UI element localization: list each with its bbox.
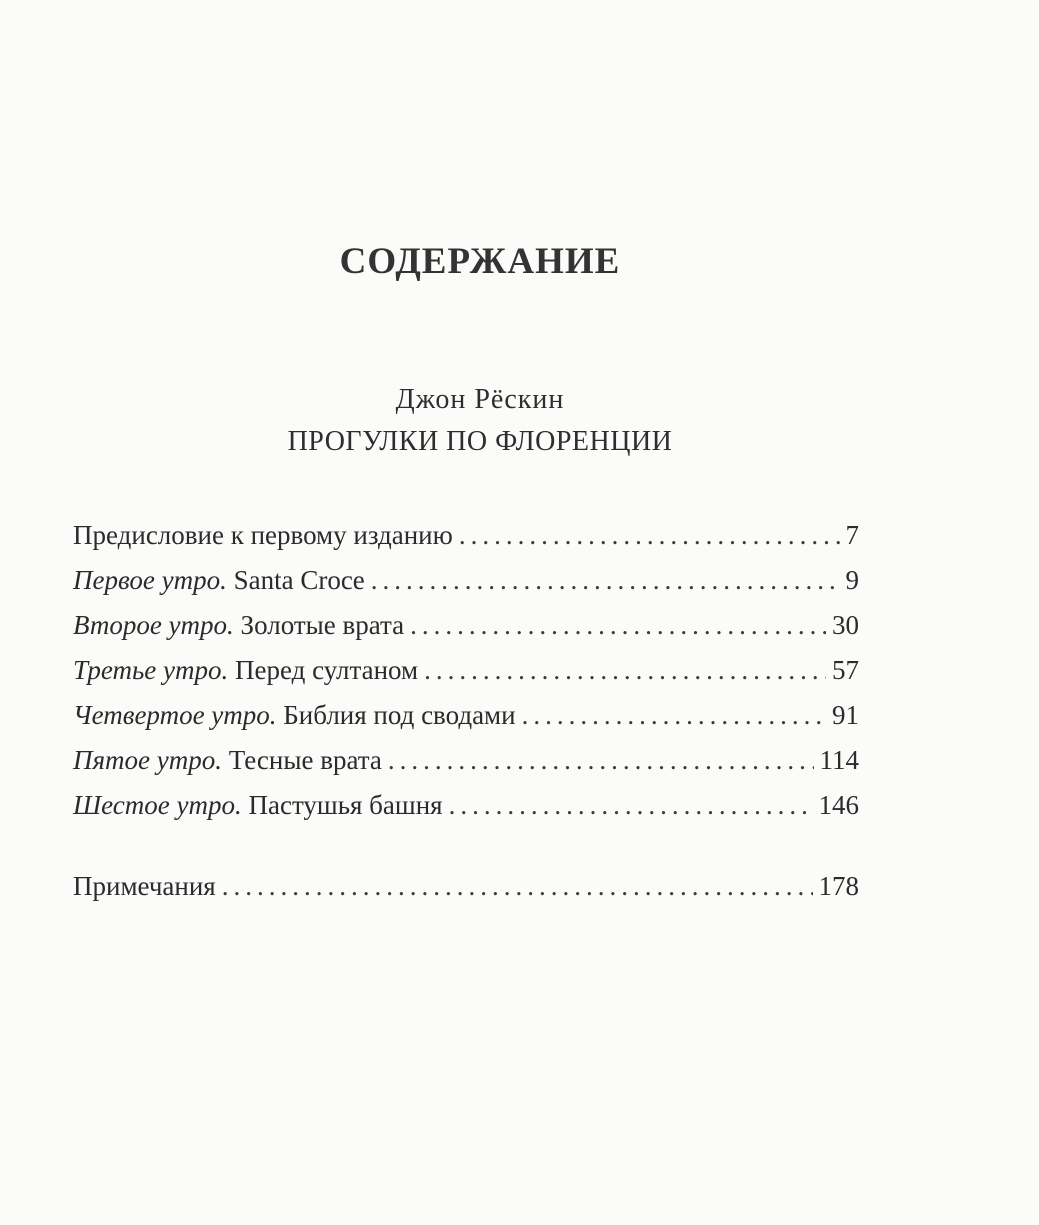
toc-entry-label: Примечания: [73, 871, 216, 901]
leader-dots: [222, 864, 813, 909]
leader-dots: [410, 603, 826, 648]
leader-dots: [388, 738, 814, 783]
book-title: ПРОГУЛКИ ПО ФЛОРЕНЦИИ: [287, 426, 673, 457]
toc-page-number: 146: [818, 790, 859, 820]
toc-page-number: 178: [818, 871, 859, 901]
toc-page-number: 7: [845, 520, 859, 550]
toc-entry-first-morning: [73, 558, 859, 603]
toc-entry-third-morning: [73, 648, 859, 693]
leader-dots: [459, 513, 840, 558]
toc-page-number: 9: [845, 565, 859, 595]
leader-dots: [371, 558, 840, 603]
toc-entry-sixth-morning: [73, 783, 859, 828]
toc-entry-preface: [73, 513, 859, 558]
toc-entry-label: Третье утро. Перед султаном: [73, 655, 419, 685]
toc-entry-label: Второе утро. Золотые врата: [73, 610, 405, 640]
toc-entry-fifth-morning: [73, 738, 859, 783]
toc-entry-fourth-morning: [73, 693, 859, 738]
leader-dots: [522, 693, 826, 738]
toc-entry-label: Пятое утро. Тесные врата: [73, 745, 382, 775]
leader-dots: [449, 783, 813, 828]
toc-entry-second-morning: [73, 603, 859, 648]
toc-entry-label: Первое утро. Santa Croce: [73, 565, 365, 595]
leader-dots: [424, 648, 826, 693]
toc-entry-label: Четвертое утро. Библия под сводами: [73, 700, 516, 730]
toc-page-number: 57: [832, 655, 859, 685]
contents-heading: СОДЕРЖАНИЕ: [339, 241, 621, 282]
toc-page-number: 30: [832, 610, 859, 640]
toc-page-number: 91: [832, 700, 859, 730]
toc-entry-notes: [73, 864, 859, 909]
toc-entry-label: Шестое утро. Пастушья башня: [73, 790, 443, 820]
toc-entry-label: Предисловие к первому изданию: [73, 520, 453, 550]
table-of-contents: [73, 513, 859, 828]
toc-notes-section: [73, 864, 859, 909]
author-name: Джон Рёскин: [395, 384, 565, 415]
toc-page-number: 114: [819, 745, 859, 775]
